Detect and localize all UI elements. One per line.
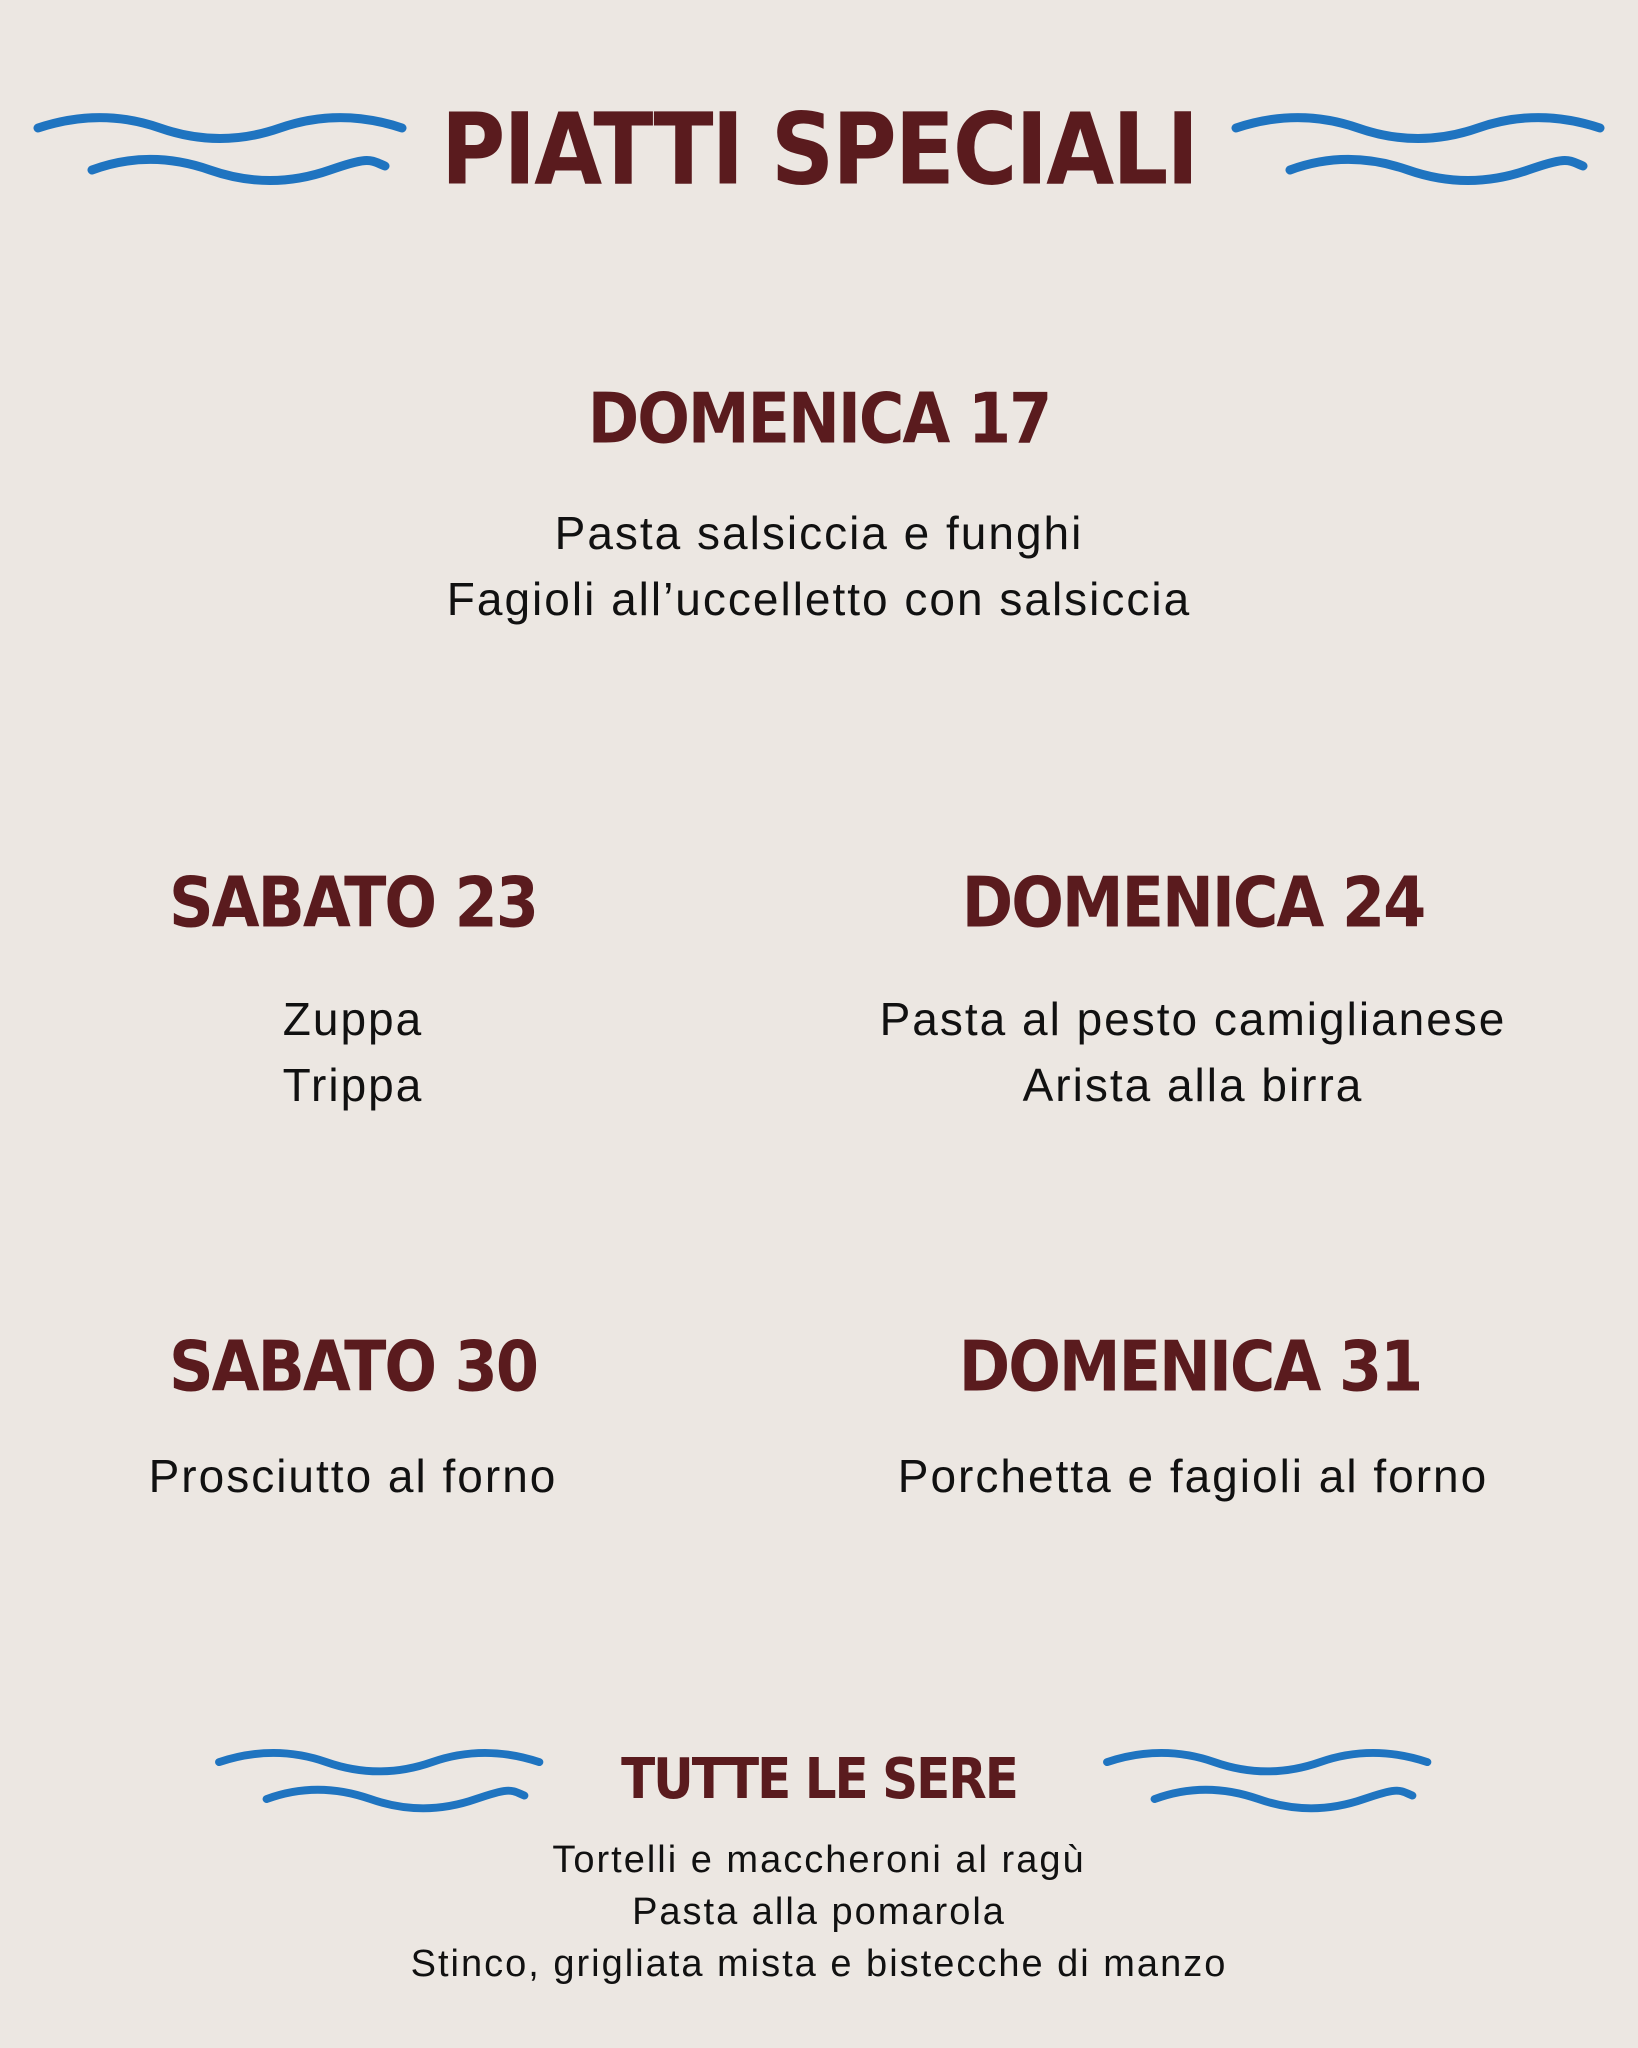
dish: Fagioli all’uccelletto con salsiccia [446, 573, 1192, 625]
dish-list [793, 1443, 1593, 1509]
dish: Arista alla birra [1022, 1059, 1364, 1111]
dish-list [793, 986, 1593, 1118]
wave-icon [1100, 1748, 1434, 1818]
dish-list [53, 986, 653, 1118]
wave-icon [30, 112, 410, 192]
dish: Tortelli e maccheroni al ragù [552, 1839, 1086, 1881]
dish: Stinco, grigliata mista e bistecche di manzo [410, 1943, 1228, 1985]
dish: Pasta al pesto camiglianese [879, 993, 1507, 1045]
day-heading: DOMENICA 24 [961, 861, 1425, 944]
every-night-heading: TUTTE LE SERE [621, 1746, 1017, 1812]
dish-list [219, 500, 1419, 632]
dish: Trippa [282, 1059, 424, 1111]
wave-icon [1228, 112, 1608, 192]
day-heading: SABATO 23 [169, 861, 537, 944]
dish: Zuppa [282, 993, 424, 1045]
day-heading: DOMENICA 17 [587, 377, 1051, 460]
dish-list [269, 1834, 1369, 1990]
dish: Porchetta e fagioli al forno [897, 1450, 1489, 1502]
dish: Prosciutto al forno [148, 1450, 558, 1502]
page-title: PIATTI SPECIALI [440, 91, 1198, 208]
dish: Pasta salsiccia e funghi [554, 507, 1084, 559]
wave-icon [212, 1748, 546, 1818]
dish-list [53, 1443, 653, 1509]
day-heading: DOMENICA 31 [958, 1325, 1422, 1408]
dish: Pasta alla pomarola [632, 1891, 1006, 1933]
day-heading: SABATO 30 [169, 1325, 537, 1408]
